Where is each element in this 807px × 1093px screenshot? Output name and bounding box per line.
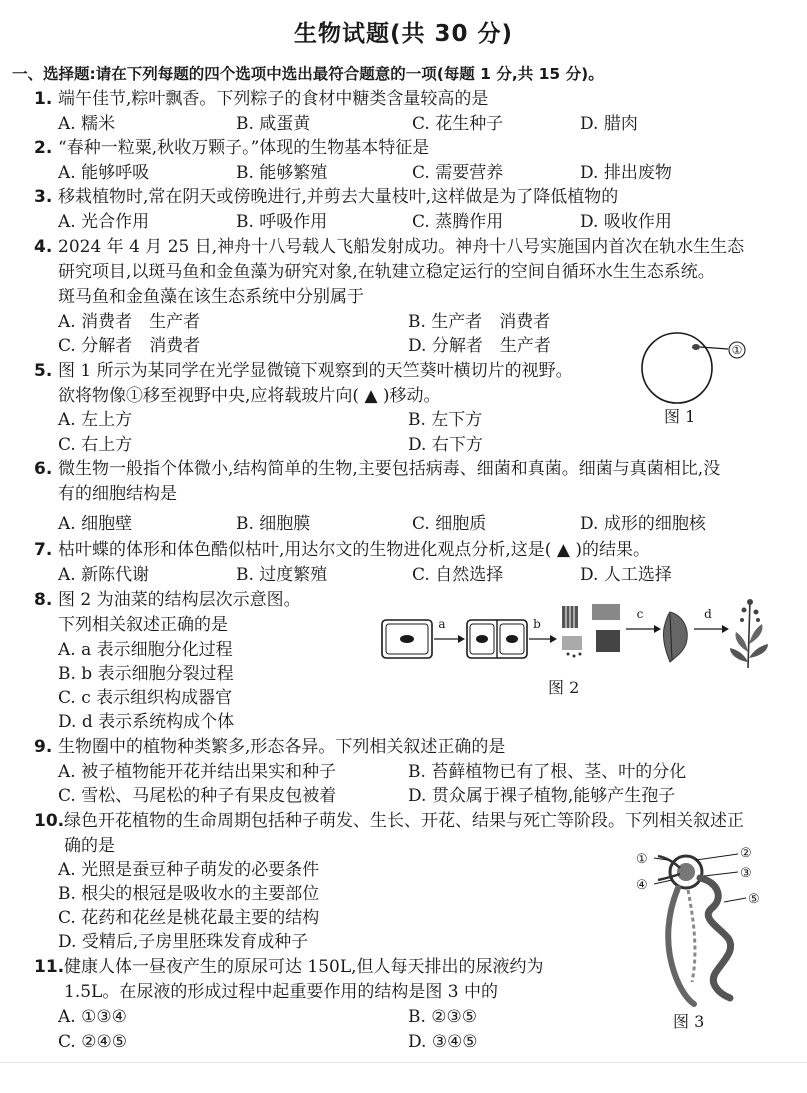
option-c: C. 需要营养 bbox=[412, 163, 504, 183]
option-d: D. 成形的细胞核 bbox=[580, 514, 706, 534]
option-a: A. 细胞壁 bbox=[58, 514, 133, 534]
question-stem-line: 有的细胞结构是 bbox=[58, 484, 177, 504]
arrow-label-b: b bbox=[533, 617, 541, 631]
question-stem: 图 1 所示为某同学在光学显微镜下观察到的天竺葵叶横切片的视野。 bbox=[58, 361, 573, 381]
question-stem-line: 斑马鱼和金鱼藻在该生态系统中分别属于 bbox=[58, 287, 364, 307]
capillary-network bbox=[688, 890, 695, 982]
option-a: A. 消费者 生产者 bbox=[58, 312, 201, 332]
option-a: A. 糯米 bbox=[58, 114, 116, 134]
option-d: D. 受精后,子房里胚珠发育成种子 bbox=[58, 932, 309, 952]
arrow-label-d: d bbox=[704, 607, 712, 621]
section-heading: 一、选择题:请在下列每题的四个选项中选出最符合题意的一项(每题 1 分,共 15 分)。 bbox=[12, 65, 604, 83]
pointer-line bbox=[700, 347, 728, 349]
option-b: B. 左下方 bbox=[408, 410, 483, 430]
option-b: B. 能够繁殖 bbox=[236, 163, 328, 183]
question-stem: 生物圈中的植物种类繁多,形态各异。下列相关叙述正确的是 bbox=[58, 737, 506, 757]
option-a: A. 左上方 bbox=[58, 410, 133, 430]
option-d: D. 排出废物 bbox=[580, 163, 672, 183]
option-b: B. b 表示细胞分裂过程 bbox=[58, 664, 234, 684]
option-d: D. 吸收作用 bbox=[580, 212, 672, 232]
question-2 bbox=[34, 136, 774, 161]
figure-3-nephron bbox=[628, 842, 778, 1012]
glomerulus bbox=[677, 863, 695, 881]
question-stem-line: 1.5L。在尿液的形成过程中起重要作用的结构是图 3 中的 bbox=[64, 982, 498, 1002]
leaf-organ-icon bbox=[663, 612, 687, 662]
option-d: D. d 表示系统构成个体 bbox=[58, 712, 235, 732]
option-a: A. ①③④ bbox=[58, 1007, 127, 1027]
option-c: C. 右上方 bbox=[58, 435, 133, 455]
figure-3-caption: 图 3 bbox=[673, 1012, 705, 1031]
arrow-label-a: a bbox=[438, 617, 446, 631]
option-b: B. 生产者 消费者 bbox=[408, 312, 551, 332]
option-b: B. 呼吸作用 bbox=[236, 212, 328, 232]
option-a: A. 光合作用 bbox=[58, 212, 150, 232]
figure-2-caption: 图 2 bbox=[548, 678, 580, 697]
plant-individual-icon bbox=[730, 599, 768, 668]
option-a: A. 光照是蚕豆种子萌发的必要条件 bbox=[58, 860, 320, 880]
option-c: C. 雪松、马尾松的种子有果皮包被着 bbox=[58, 786, 337, 806]
question-stem: 健康人体一昼夜产生的原尿可达 150L,但人每天排出的尿液约为 bbox=[64, 957, 544, 977]
question-stem: 端午佳节,粽叶飘香。下列粽子的食材中糖类含量较高的是 bbox=[58, 89, 489, 109]
question-4 bbox=[34, 235, 774, 260]
option-b: B. 过度繁殖 bbox=[236, 565, 328, 585]
option-c: C. 分解者 消费者 bbox=[58, 336, 201, 356]
option-d: D. ③④⑤ bbox=[408, 1032, 478, 1052]
option-b: B. 苔藓植物已有了根、茎、叶的分化 bbox=[408, 762, 687, 782]
question-3 bbox=[34, 185, 774, 210]
question-9 bbox=[34, 735, 774, 760]
option-b: B. 咸蛋黄 bbox=[236, 114, 311, 134]
cell-icon bbox=[382, 620, 432, 658]
question-number: 3. bbox=[34, 187, 53, 207]
page-title: 生物试题(共 30 分) bbox=[293, 21, 514, 47]
tissues-icon bbox=[562, 604, 620, 658]
question-number: 4. bbox=[34, 237, 53, 257]
question-number: 8. bbox=[34, 590, 53, 610]
question-stem: 图 2 为油菜的结构层次示意图。 bbox=[58, 590, 301, 610]
renal-tubule bbox=[700, 878, 731, 998]
question-stem: 移栽植物时,常在阴天或傍晚进行,并剪去大量枝叶,这样做是为了降低植物的 bbox=[58, 187, 619, 207]
question-number: 1. bbox=[34, 89, 53, 109]
question-7 bbox=[34, 538, 774, 563]
option-d: D. 贯众属于裸子植物,能够产生孢子 bbox=[408, 786, 676, 806]
option-c: C. 花药和花丝是桃花最主要的结构 bbox=[58, 908, 320, 928]
figure-3-marker-3: ③ bbox=[740, 866, 752, 881]
question-stem-line: 下列相关叙述正确的是 bbox=[58, 615, 228, 635]
question-stem-line: 研究项目,以斑马鱼和金鱼藻为研究对象,在轨建立稳定运行的空间自循环水生生态系统。 bbox=[58, 262, 715, 282]
option-b: B. ②③⑤ bbox=[408, 1007, 478, 1027]
figure-1-marker: ① bbox=[731, 343, 743, 357]
question-1 bbox=[34, 87, 774, 112]
option-d: D. 右下方 bbox=[408, 435, 483, 455]
question-number: 7. bbox=[34, 540, 53, 560]
option-d: D. 人工选择 bbox=[580, 565, 672, 585]
option-c: C. 花生种子 bbox=[412, 114, 504, 134]
option-c: C. 蒸腾作用 bbox=[412, 212, 504, 232]
option-a: A. 被子植物能开花并结出果实和种子 bbox=[58, 762, 337, 782]
question-stem-line: 欲将物像①移至视野中央,应将载玻片向( ▲ )移动。 bbox=[58, 386, 441, 406]
question-number: 10. bbox=[34, 811, 65, 831]
object-image bbox=[692, 344, 700, 350]
option-a: A. a 表示细胞分化过程 bbox=[58, 640, 233, 660]
question-number: 11. bbox=[34, 957, 65, 977]
question-stem: 枯叶蝶的体形和体色酷似枯叶,用达尔文的生物进化观点分析,这是( ▲ )的结果。 bbox=[58, 540, 650, 560]
question-number: 9. bbox=[34, 737, 53, 757]
question-stem-line: 确的是 bbox=[64, 836, 115, 856]
option-c: C. 自然选择 bbox=[412, 565, 504, 585]
figure-1-caption: 图 1 bbox=[664, 407, 696, 426]
option-c: C. c 表示组织构成器官 bbox=[58, 688, 233, 708]
view-field-circle bbox=[642, 333, 712, 403]
option-c: C. ②④⑤ bbox=[58, 1032, 127, 1052]
arrow-label-c: c bbox=[636, 607, 644, 621]
question-stem: 微生物一般指个体微小,结构简单的生物,主要包括病毒、细菌和真菌。细菌与真菌相比,没 bbox=[58, 459, 721, 479]
question-10 bbox=[34, 809, 774, 834]
option-b: B. 根尖的根冠是吸收水的主要部位 bbox=[58, 884, 320, 904]
divided-cells-icon bbox=[467, 620, 527, 658]
question-number: 2. bbox=[34, 138, 53, 158]
option-a: A. 能够呼吸 bbox=[58, 163, 150, 183]
question-number: 6. bbox=[34, 459, 53, 479]
option-c: C. 细胞质 bbox=[412, 514, 487, 534]
page-divider bbox=[0, 1062, 807, 1063]
question-stem: 绿色开花植物的生命周期包括种子萌发、生长、开花、结果与死亡等阶段。下列相关叙述正 bbox=[64, 811, 744, 831]
question-6 bbox=[34, 457, 774, 482]
figure-3-marker-1: ① bbox=[636, 852, 648, 867]
option-a: A. 新陈代谢 bbox=[58, 565, 150, 585]
figure-3-marker-5: ⑤ bbox=[748, 892, 760, 907]
figure-3-marker-4: ④ bbox=[636, 878, 648, 893]
question-stem: “春种一粒粟,秋收万颗子。”体现的生物基本特征是 bbox=[58, 138, 430, 158]
option-d: D. 腊肉 bbox=[580, 114, 638, 134]
option-d: D. 分解者 生产者 bbox=[408, 336, 551, 356]
question-number: 5. bbox=[34, 361, 53, 381]
question-stem: 2024 年 4 月 25 日,神舟十八号载人飞船发射成功。神舟十八号实施国内首次在轨水生生态 bbox=[58, 237, 745, 257]
option-b: B. 细胞膜 bbox=[236, 514, 311, 534]
figure-3-marker-2: ② bbox=[740, 846, 752, 861]
